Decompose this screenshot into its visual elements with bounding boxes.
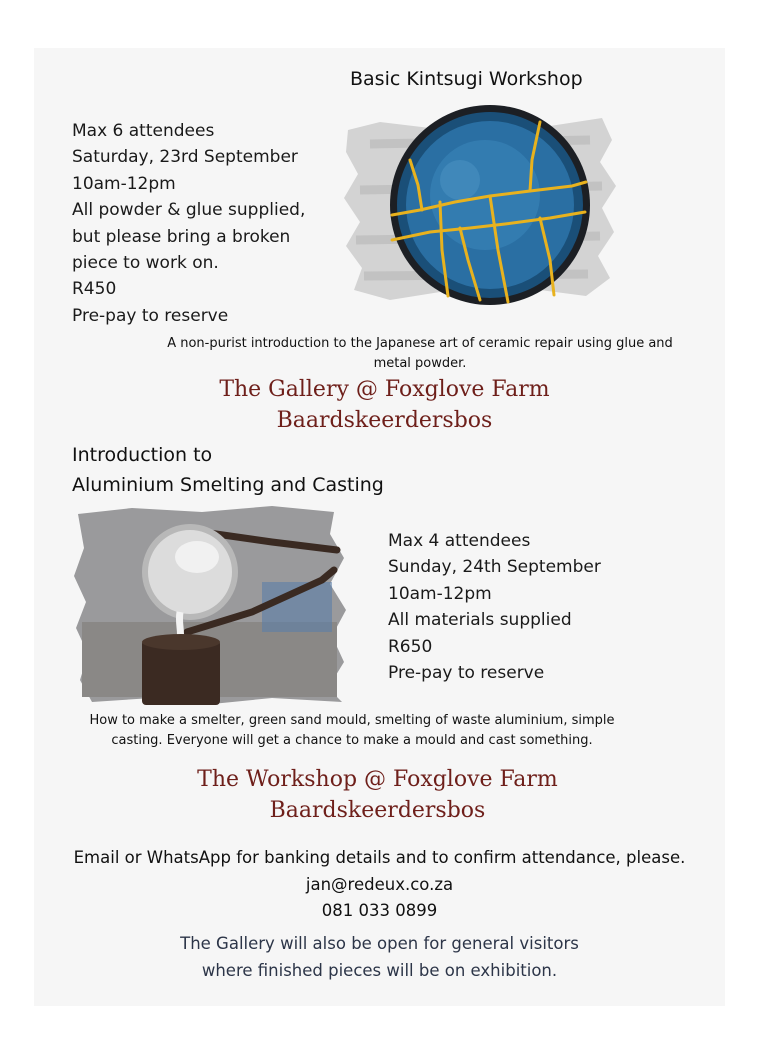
venue-location: Baardskeerdersbos (269, 798, 486, 823)
workshop1-details (72, 118, 305, 329)
detail-line: R650 (388, 636, 433, 657)
footer-line: The Gallery will also be open for general visitors (180, 934, 579, 953)
footer-line: where finished pieces will be on exhibition. (201, 961, 558, 980)
detail-line: Sunday, 24th September (388, 557, 601, 578)
contact-email[interactable]: jan@redeux.co.za (305, 874, 454, 894)
workshop2-caption: How to make a smelter, green sand mould, smelting of waste aluminium, simple casting. Everyone will get a chance to make a mould and cast something. (89, 713, 615, 748)
workshop1-title: Basic Kintsugi Workshop (350, 68, 583, 90)
detail-line: Pre-pay to reserve (388, 663, 545, 684)
detail-line: Saturday, 23rd September (72, 147, 298, 168)
detail-line: Max 4 attendees (388, 531, 531, 551)
workshop2-details (388, 528, 601, 686)
detail-line: but please bring a broken (72, 226, 291, 247)
workshop2-venue (0, 764, 757, 826)
detail-line: All materials supplied (388, 610, 572, 631)
venue-name: The Gallery @ Foxglove Farm (219, 377, 550, 402)
detail-line: Max 6 attendees (72, 121, 215, 141)
workshop2-title (72, 440, 384, 500)
venue-location: Baardskeerdersbos (276, 408, 493, 433)
detail-line: piece to work on. (72, 253, 219, 274)
detail-line: Pre-pay to reserve (72, 305, 229, 326)
aluminium-casting-image (72, 502, 352, 707)
detail-line: 10am-12pm (388, 583, 492, 604)
detail-line: R450 (72, 279, 117, 300)
contact-block (0, 845, 759, 925)
kintsugi-bowl-image (340, 100, 620, 310)
workshop2-title-line1: Introduction to (72, 444, 213, 466)
contact-phone[interactable]: 081 033 0899 (321, 901, 438, 920)
workshop1-caption: A non-purist introduction to the Japanese art of ceramic repair using glue and metal powder. (167, 336, 673, 371)
workshop1-venue (5, 374, 759, 436)
detail-line: 10am-12pm (72, 173, 176, 194)
footer-note (0, 930, 759, 984)
detail-line: All powder & glue supplied, (72, 200, 306, 221)
venue-name: The Workshop @ Foxglove Farm (197, 767, 558, 792)
workshop2-title-line2: Aluminium Smelting and Casting (72, 474, 384, 496)
contact-instruction: Email or WhatsApp for banking details and to confirm attendance, please. (73, 848, 686, 867)
